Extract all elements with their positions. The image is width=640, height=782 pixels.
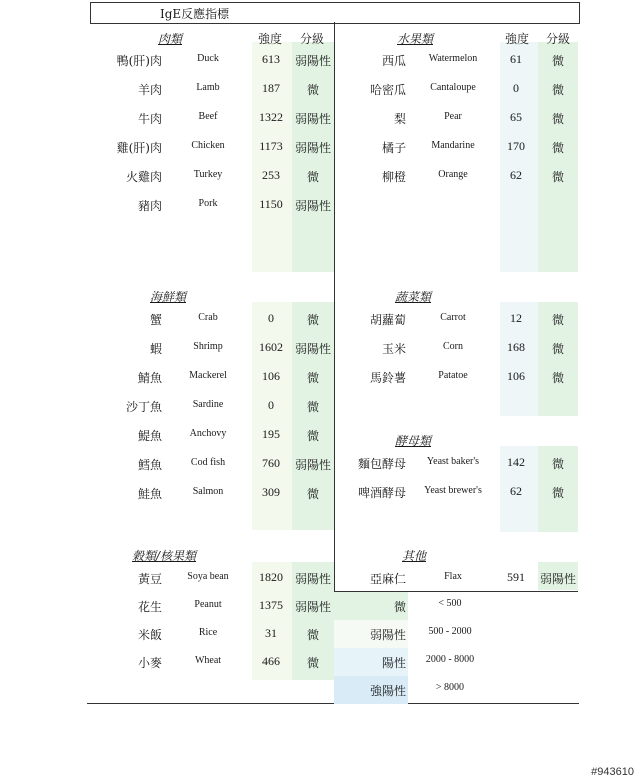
- food-name-en: Duck: [197, 53, 219, 64]
- food-name-zh: 牛肉: [137, 112, 162, 126]
- food-name-zh: 啤酒酵母: [357, 486, 406, 500]
- grade-label: 微: [551, 54, 564, 68]
- intensity-value: 1150: [259, 197, 283, 211]
- intensity-value: 1602: [259, 340, 283, 354]
- grade-label: 微: [306, 400, 319, 414]
- food-name-en: Yeast brewer's: [424, 485, 482, 496]
- food-name-zh: 麵包酵母: [357, 457, 406, 471]
- food-name-zh: 玉米: [381, 342, 406, 356]
- grade-label: 微: [551, 313, 564, 327]
- grade-label: 微: [551, 342, 564, 356]
- grade-label: 微: [306, 371, 319, 385]
- meat-grade-band: [292, 42, 334, 272]
- category-yeast: 酵母類: [395, 434, 432, 448]
- intensity-value: 0: [513, 81, 519, 95]
- food-name-zh: 西瓜: [381, 54, 406, 68]
- intensity-value: 31: [265, 626, 277, 640]
- intensity-value: 0: [268, 398, 274, 412]
- category-vegetable: 蔬菜類: [395, 290, 432, 304]
- legend-grade-weak: 微: [393, 600, 406, 614]
- food-name-zh: 蟹: [149, 313, 162, 327]
- meat-intensity-band: [252, 42, 292, 272]
- food-name-en: Mandarine: [431, 140, 475, 151]
- intensity-value: 61: [510, 52, 522, 66]
- food-name-zh: 羊肉: [137, 83, 162, 97]
- food-name-en: Orange: [438, 169, 468, 180]
- food-name-en: Cantaloupe: [430, 82, 476, 93]
- food-name-en: Wheat: [194, 655, 222, 666]
- fruit-grade-band: [538, 42, 578, 272]
- food-name-zh: 鱈魚: [137, 458, 162, 472]
- intensity-value: 62: [510, 168, 522, 182]
- header-intensity-right: 強度: [505, 32, 530, 46]
- header-intensity-left: 強度: [258, 32, 283, 46]
- legend-range-weak: < 500: [438, 598, 462, 609]
- intensity-value: 195: [262, 427, 280, 441]
- intensity-value: 65: [510, 110, 522, 124]
- food-name-en: Anchovy: [189, 428, 227, 439]
- category-fruit: 水果類: [397, 32, 434, 46]
- food-name-en: Lamb: [196, 82, 220, 93]
- food-name-zh: 哈密瓜: [369, 83, 406, 97]
- food-name-en: Turkey: [193, 169, 223, 180]
- page-title: IgE反應指標: [160, 7, 230, 21]
- grade-label: 弱陽性: [294, 112, 331, 126]
- food-name-en: Crab: [198, 312, 218, 323]
- intensity-value: 168: [507, 340, 525, 354]
- intensity-value: 1375: [259, 598, 283, 612]
- food-name-en: Beef: [198, 111, 218, 122]
- grade-label: 微: [306, 628, 319, 642]
- intensity-value: 253: [262, 168, 280, 182]
- food-name-zh: 雞(肝)肉: [116, 141, 162, 155]
- food-name-zh: 花生: [137, 600, 162, 614]
- intensity-value: 1322: [259, 110, 283, 124]
- intensity-value: 106: [507, 369, 525, 383]
- grade-label: 微: [306, 170, 319, 184]
- grade-label: 微: [306, 83, 319, 97]
- food-name-zh: 亞麻仁: [369, 572, 406, 586]
- legend-grade-positive: 陽性: [381, 656, 406, 670]
- fruit-intensity-band: [500, 42, 538, 272]
- category-seafood: 海鮮類: [150, 290, 187, 304]
- food-name-en: Cod fish: [190, 457, 226, 468]
- food-name-zh: 黃豆: [137, 572, 162, 586]
- food-name-en: Flax: [444, 571, 462, 582]
- food-name-zh: 馬鈴薯: [369, 371, 406, 385]
- food-name-en: Yeast baker's: [426, 456, 480, 467]
- intensity-value: 0: [268, 311, 274, 325]
- food-name-zh: 梨: [393, 112, 406, 126]
- intensity-value: 12: [510, 311, 522, 325]
- grade-label: 微: [306, 313, 319, 327]
- header-grade-right: 分級: [546, 32, 571, 46]
- food-name-en: Pork: [198, 198, 218, 209]
- food-name-zh: 鴨(肝)肉: [116, 54, 162, 68]
- grade-label: 弱陽性: [294, 600, 331, 614]
- grade-label: 微: [551, 170, 564, 184]
- intensity-value: 466: [262, 654, 280, 668]
- food-name-en: Pear: [444, 111, 462, 122]
- grade-label: 微: [551, 371, 564, 385]
- grade-label: 弱陽性: [539, 572, 576, 586]
- grade-label: 弱陽性: [294, 572, 331, 586]
- food-name-en: Peanut: [194, 599, 222, 610]
- food-name-en: Watermelon: [428, 53, 478, 64]
- food-name-zh: 鮭魚: [137, 487, 162, 501]
- legend-range-mild: 500 - 2000: [428, 626, 472, 637]
- grade-label: 弱陽性: [294, 458, 331, 472]
- intensity-value: 106: [262, 369, 280, 383]
- food-name-zh: 沙丁魚: [125, 400, 162, 414]
- food-name-en: Corn: [443, 341, 463, 352]
- food-name-en: Soya bean: [187, 571, 229, 582]
- grade-label: 弱陽性: [294, 54, 331, 68]
- grade-label: 微: [551, 486, 564, 500]
- grade-label: 微: [551, 141, 564, 155]
- intensity-value: 187: [262, 81, 280, 95]
- watermark: #943610: [591, 766, 634, 778]
- grade-label: 微: [306, 429, 319, 443]
- food-name-en: Patatoe: [438, 370, 468, 381]
- legend-grade-mild: 弱陽性: [369, 628, 406, 642]
- food-name-zh: 米飯: [137, 628, 162, 642]
- food-name-zh: 蝦: [149, 342, 162, 356]
- intensity-value: 760: [262, 456, 280, 470]
- legend-range-strong: > 8000: [435, 682, 465, 693]
- intensity-value: 1820: [259, 570, 283, 584]
- legend-grade-strong: 強陽性: [369, 684, 406, 698]
- intensity-value: 62: [510, 484, 522, 498]
- grade-label: 微: [306, 487, 319, 501]
- grade-label: 弱陽性: [294, 199, 331, 213]
- food-name-zh: 鯷魚: [137, 429, 162, 443]
- food-name-en: Shrimp: [193, 341, 223, 352]
- grade-label: 微: [551, 83, 564, 97]
- food-name-zh: 火雞肉: [125, 170, 162, 184]
- intensity-value: 613: [262, 52, 280, 66]
- food-name-en: Mackerel: [189, 370, 227, 381]
- food-name-en: Rice: [198, 627, 218, 638]
- grade-label: 微: [551, 112, 564, 126]
- food-name-zh: 胡蘿蔔: [369, 313, 406, 327]
- category-meat: 肉類: [158, 32, 183, 46]
- food-name-zh: 橘子: [381, 141, 406, 155]
- food-name-en: Salmon: [192, 486, 224, 497]
- food-name-zh: 豬肉: [137, 199, 162, 213]
- grade-label: 弱陽性: [294, 342, 331, 356]
- intensity-value: 1173: [259, 139, 283, 153]
- bottom-rule: [87, 703, 579, 704]
- intensity-value: 591: [507, 570, 525, 584]
- grade-label: 弱陽性: [294, 141, 331, 155]
- intensity-value: 309: [262, 485, 280, 499]
- food-name-en: Carrot: [440, 312, 466, 323]
- intensity-value: 170: [507, 139, 525, 153]
- category-other: 其他: [402, 549, 427, 563]
- grade-label: 微: [551, 457, 564, 471]
- food-name-zh: 小麥: [137, 656, 162, 670]
- legend-range-positive: 2000 - 8000: [425, 654, 475, 665]
- food-name-zh: 柳橙: [381, 170, 406, 184]
- grade-label: 微: [306, 656, 319, 670]
- intensity-value: 142: [507, 455, 525, 469]
- food-name-zh: 鯖魚: [137, 371, 162, 385]
- category-grain: 穀類/核果類: [132, 549, 197, 563]
- food-name-en: Sardine: [192, 399, 224, 410]
- header-grade-left: 分級: [300, 32, 325, 46]
- food-name-en: Chicken: [191, 140, 225, 151]
